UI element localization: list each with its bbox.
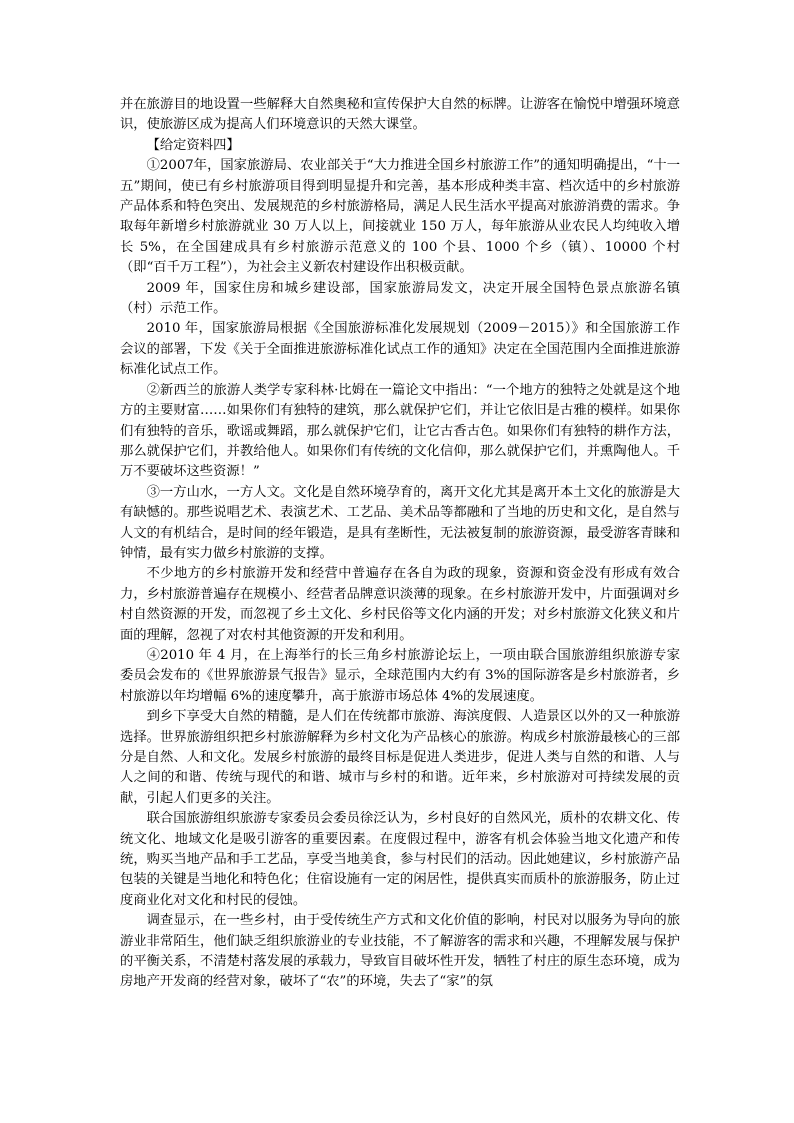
paragraph: 联合国旅游组织旅游专家委员会委员徐泛认为，乡村良好的自然风光，质朴的农耕文化、传统文化、地域文化是吸引游客的重要因素。在度假过程中，游客有机会体验当地文化遗产和传统，购买当地产品和手工艺品，享受当地美食，参与村民们的活动。因此她建议，乡村旅游产品包装的关键是当地化和特色化；住宿设施有一定的闲居性，提供真实而质朴的旅游服务，防止过度商业化对文化和村民的侵蚀。 [120, 811, 680, 908]
paragraph: 调查显示，在一些乡村，由于受传统生产方式和文化价值的影响，村民对以服务为导向的旅游业非常陌生，他们缺乏组织旅游业的专业技能，不了解游客的需求和兴趣，不理解发展与保护的平衡关系，不清楚村落发展的承载力，导致盲目破坏性开发，牺牲了村庄的原生态环境，成为房地产开发商的经营对象，破坏了“农”的环境，失去了“家”的氛 [120, 913, 680, 990]
paragraph: 2010 年，国家旅游局根据《全国旅游标准化发展规划（2009－2015）》和全国旅游工作会议的部署，下发《关于全面推进旅游标准化试点工作的通知》决定在全国范围内全面推进旅游标准化试点工作。 [120, 321, 680, 378]
paragraph: ①2007年，国家旅游局、农业部关于“大力推进全国乡村旅游工作”的通知明确提出，“十一五”期间，使已有乡村旅游项目得到明显提升和完善，基本形成种类丰富、档次适中的乡村旅游产品体系和特色突出、发展规范的乡村旅游格局，满足人民生活水平提高对旅游消费的需求。争取每年新增乡村旅游就业 30 万人以上，间接就业 150 万人，每年旅游从业农民人均纯收入增长 5%，在全国建成具有乡村旅游示范意义的 100 个县、1000 个乡（镇）、10000 个村（即“百千万工程”），为社会主义新农村建设作出积极贡献。 [120, 158, 680, 276]
paragraph: 不少地方的乡村旅游开发和经营中普遍存在各自为政的现象，资源和资金没有形成有效合力，乡村旅游普遍存在规模小、经营者品牌意识淡薄的现象。在乡村旅游开发中，片面强调对乡村自然资源的开发，而忽视了乡土文化、乡村民俗等文化内涵的开发；对乡村旅游文化狭义和片面的理解，忽视了对农村其他资源的开发和利用。 [120, 566, 680, 643]
paragraph: ④2010 年 4 月，在上海举行的长三角乡村旅游论坛上，一项由联合国旅游组织旅游专家委员会发布的《世界旅游景气报告》显示，全球范围内大约有 3%的国际游客是乡村旅游者，乡村旅游以年均增幅 6%的速度攀升，高于旅游市场总体 4%的发展速度。 [120, 647, 680, 704]
paragraph: ②新西兰的旅游人类学专家科林·比姆在一篇论文中指出：“一个地方的独特之处就是这个地方的主要财富……如果你们有独特的建筑，那么就保护它们，并让它依旧是古雅的模样。如果你们有独特的音乐，歌谣或舞蹈，那么就保护它们，让它古香古色。如果你们有独特的耕作方法，那么就保护它们，并教给他人。如果你们有传统的文化信仰，那么就保护它们，并熏陶他人。千万不要破坏这些资源！” [120, 382, 680, 480]
paragraph: ③一方山水，一方人文。文化是自然环境孕育的，离开文化尤其是离开本土文化的旅游是大有缺憾的。那些说唱艺术、表演艺术、工艺品、美术品等都融和了当地的历史和文化，是自然与人文的有机结合，是时间的经年锻造，是具有垄断性，无法被复制的旅游资源，最受游客青睐和钟情，最有实力做乡村旅游的支撑。 [120, 484, 680, 561]
document-page [120, 95, 680, 993]
paragraph-continuation: 并在旅游目的地设置一些解释大自然奥秘和宣传保护大自然的标牌。让游客在愉悦中增强环境意识，使旅游区成为提高人们环境意识的天然大课堂。 [120, 97, 680, 133]
paragraph: 到乡下享受大自然的精髓，是人们在传统都市旅游、海滨度假、人造景区以外的又一种旅游选择。世界旅游组织把乡村旅游解释为乡村文化为产品核心的旅游。构成乡村旅游最核心的三部分是自然、人和文化。发展乡村旅游的最终目标是促进人类进步，促进人类与自然的和谐、人与人之间的和谐、传统与现代的和谐、城市与乡村的和谐。近年来，乡村旅游对可持续发展的贡献，引起人们更多的关注。 [120, 709, 680, 806]
paragraph: 2009 年，国家住房和城乡建设部，国家旅游局发文，决定开展全国特色景点旅游名镇（村）示范工作。 [120, 280, 680, 317]
section-heading: 【给定资料四】 [146, 137, 240, 153]
